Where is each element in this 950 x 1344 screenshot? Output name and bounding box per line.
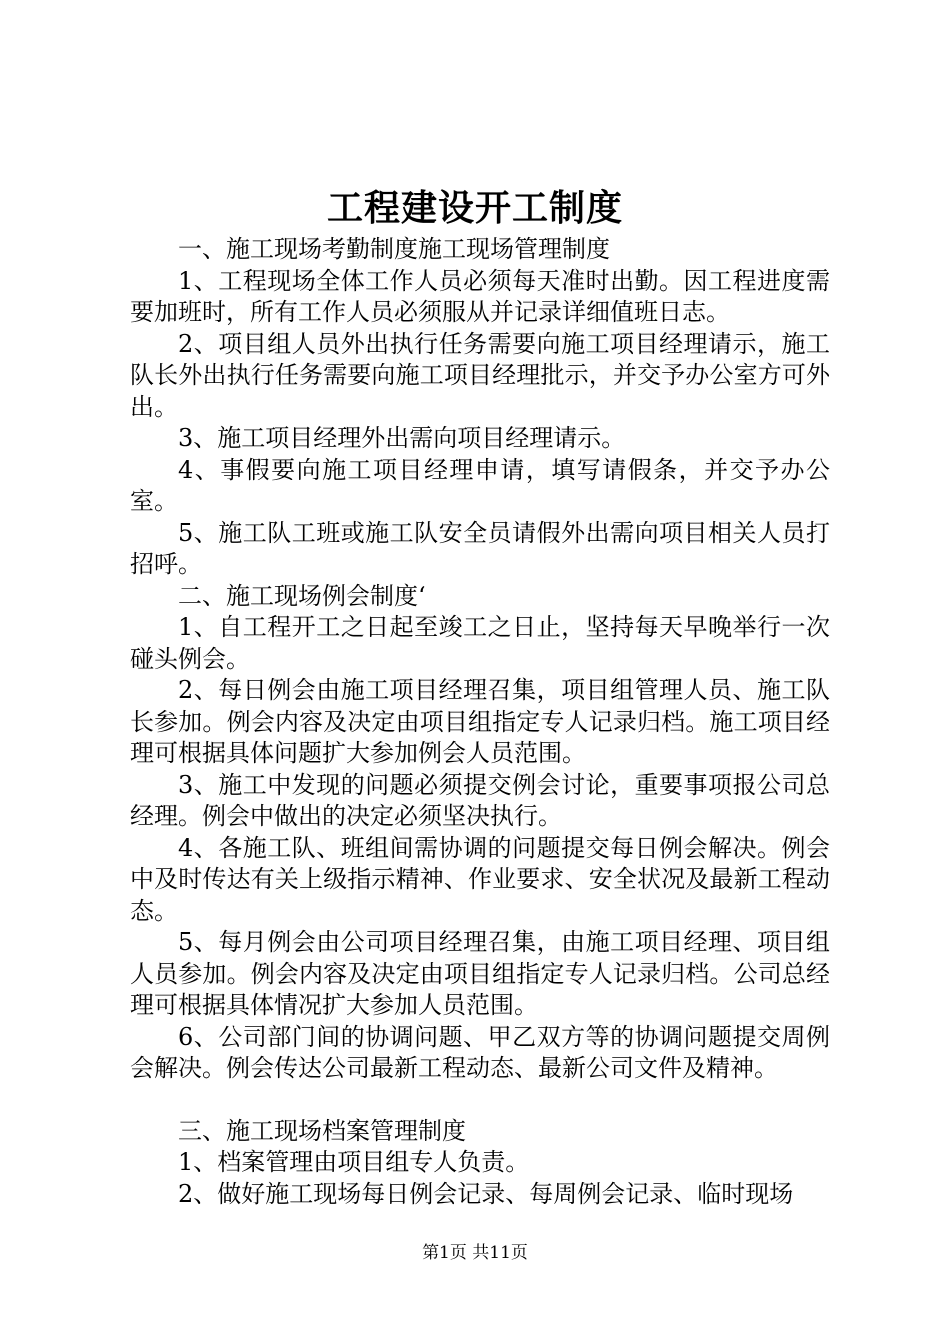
page-footer: 第1页 共11页	[422, 1243, 528, 1263]
document-body	[130, 234, 830, 1210]
paragraph: 4、各施工队、班组间需协调的问题提交每日例会解决。例会中及时传达有关上级指示精神、作业要求、安全状况及最新工程动态。	[130, 833, 830, 925]
paragraph: 5、施工队工班或施工队安全员请假外出需向项目相关人员打招呼。	[130, 518, 830, 578]
paragraph: 6、公司部门间的协调问题、甲乙双方等的协调问题提交周例会解决。例会传达公司最新工程动态、最新公司文件及精神。	[130, 1022, 830, 1082]
paragraph: 2、做好施工现场每日例会记录、每周例会记录、临时现场	[178, 1179, 794, 1208]
document-title: 工程建设开工制度	[326, 187, 623, 229]
paragraph: 3、施工中发现的问题必须提交例会讨论，重要事项报公司总经理。例会中做出的决定必须坚决执行。	[130, 770, 830, 830]
paragraph: 2、项目组人员外出执行任务需要向施工项目经理请示，施工队长外出执行任务需要向施工项目经理批示，并交予办公室方可外出。	[130, 329, 830, 421]
section-heading-2: 二、施工现场例会制度‘	[178, 581, 426, 610]
section-heading-1: 一、施工现场考勤制度施工现场管理制度	[178, 235, 610, 263]
paragraph: 2、每日例会由施工项目经理召集，项目组管理人员、施工队长参加。例会内容及决定由项目组指定专人记录归档。施工项目经理可根据具体问题扩大参加例会人员范围。	[130, 676, 830, 767]
paragraph: 3、施工项目经理外出需向项目经理请示。	[178, 424, 626, 452]
paragraph: 5、每月例会由公司项目经理召集，由施工项目经理、项目组人员参加。例会内容及决定由项目组指定专人记录归档。公司总经理可根据具体情况扩大参加人员范围。	[130, 928, 830, 1019]
section-heading-3: 三、施工现场档案管理制度	[178, 1116, 466, 1145]
paragraph: 4、事假要向施工项目经理申请，填写请假条，并交予办公室。	[130, 455, 830, 515]
paragraph: 1、自工程开工之日起至竣工之日止，坚持每天早晚举行一次碰头例会。	[130, 613, 830, 673]
paragraph: 1、工程现场全体工作人员必须每天准时出勤。因工程进度需要加班时，所有工作人员必须服从并记录详细值班日志。	[130, 266, 830, 326]
paragraph: 1、档案管理由项目组专人负责。	[178, 1148, 530, 1176]
